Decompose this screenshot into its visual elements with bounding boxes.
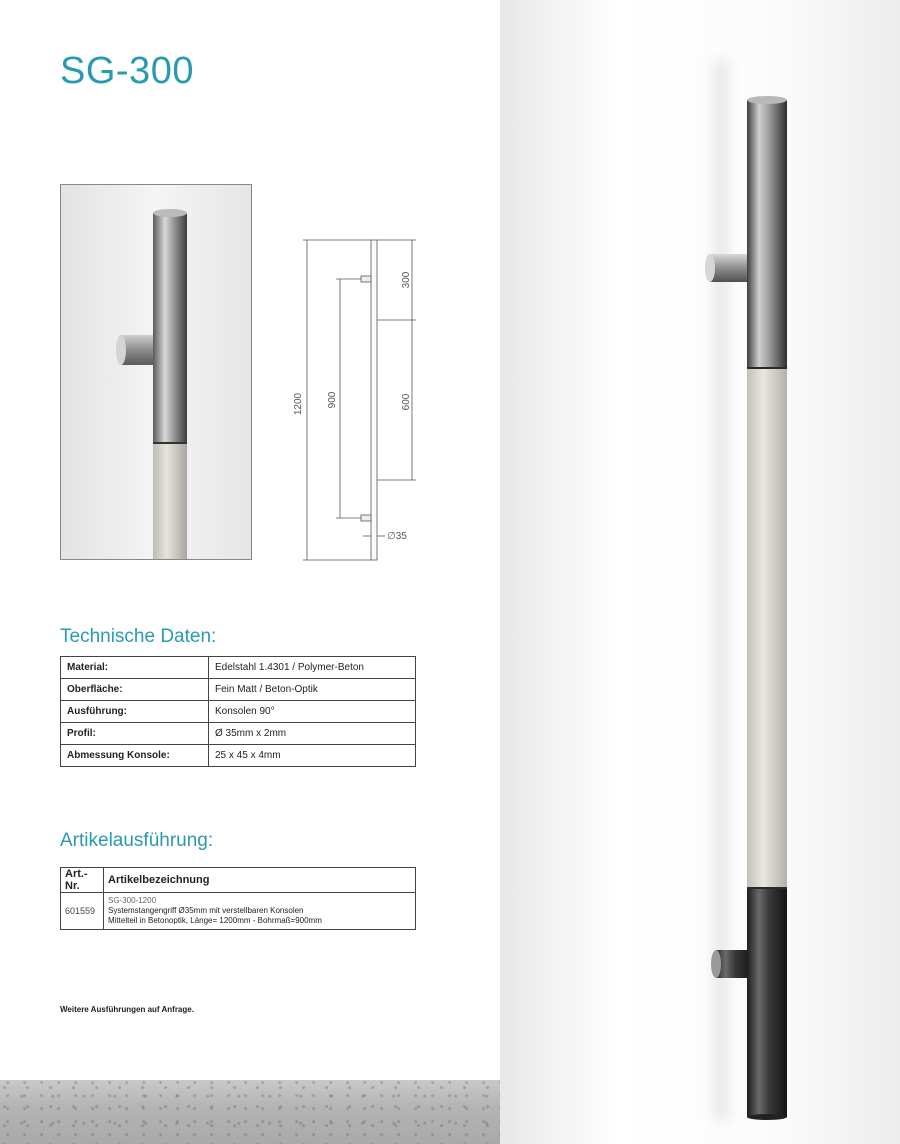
spec-label: Material: <box>61 657 209 679</box>
product-detail-photo <box>60 184 252 560</box>
technical-drawing <box>285 232 435 562</box>
spec-value: Konsolen 90° <box>209 701 416 723</box>
spec-label: Profil: <box>61 723 209 745</box>
table-row <box>61 893 416 930</box>
spec-label: Oberfläche: <box>61 679 209 701</box>
page-title: SG-300 <box>60 50 194 92</box>
articles-heading: Artikelausführung: <box>60 830 214 851</box>
article-desc-line2: Mittelteil in Betonoptik, Länge= 1200mm - Bohrmaß=900mm <box>108 916 322 925</box>
dim-diameter: ∅35 <box>387 531 407 542</box>
table-row <box>61 723 416 745</box>
article-description <box>104 893 416 930</box>
dim-middle-segment: 600 <box>401 393 412 411</box>
spec-value: 25 x 45 x 4mm <box>209 745 416 767</box>
table-row <box>61 657 416 679</box>
table-row <box>61 679 416 701</box>
technical-data-table <box>60 656 416 767</box>
footer-note: Weitere Ausführungen auf Anfrage. <box>60 1005 194 1014</box>
article-code: SG-300-1200 <box>108 896 157 905</box>
spec-label: Abmessung Konsole: <box>61 745 209 767</box>
spec-value: Ø 35mm x 2mm <box>209 723 416 745</box>
table-header-row <box>61 868 416 893</box>
dim-bore-distance: 900 <box>327 391 338 409</box>
dim-total-length: 1200 <box>293 392 304 416</box>
spec-value: Edelstahl 1.4301 / Polymer-Beton <box>209 657 416 679</box>
spec-label: Ausführung: <box>61 701 209 723</box>
dim-top-segment: 300 <box>401 271 412 289</box>
handle-closeup-illustration <box>61 185 251 559</box>
spec-value: Fein Matt / Beton-Optik <box>209 679 416 701</box>
column-header-number: Art.-Nr. <box>61 868 104 893</box>
table-row <box>61 701 416 723</box>
technical-heading: Technische Daten: <box>60 626 217 647</box>
articles-table <box>60 867 416 930</box>
table-row <box>61 745 416 767</box>
handle-full-illustration <box>690 90 800 1130</box>
article-number: 601559 <box>61 893 104 930</box>
column-header-description: Artikelbezeichnung <box>104 868 416 893</box>
concrete-texture-strip <box>0 1080 500 1144</box>
article-desc-line1: Systemstangengriff Ø35mm mit verstellbaren Konsolen <box>108 906 304 915</box>
